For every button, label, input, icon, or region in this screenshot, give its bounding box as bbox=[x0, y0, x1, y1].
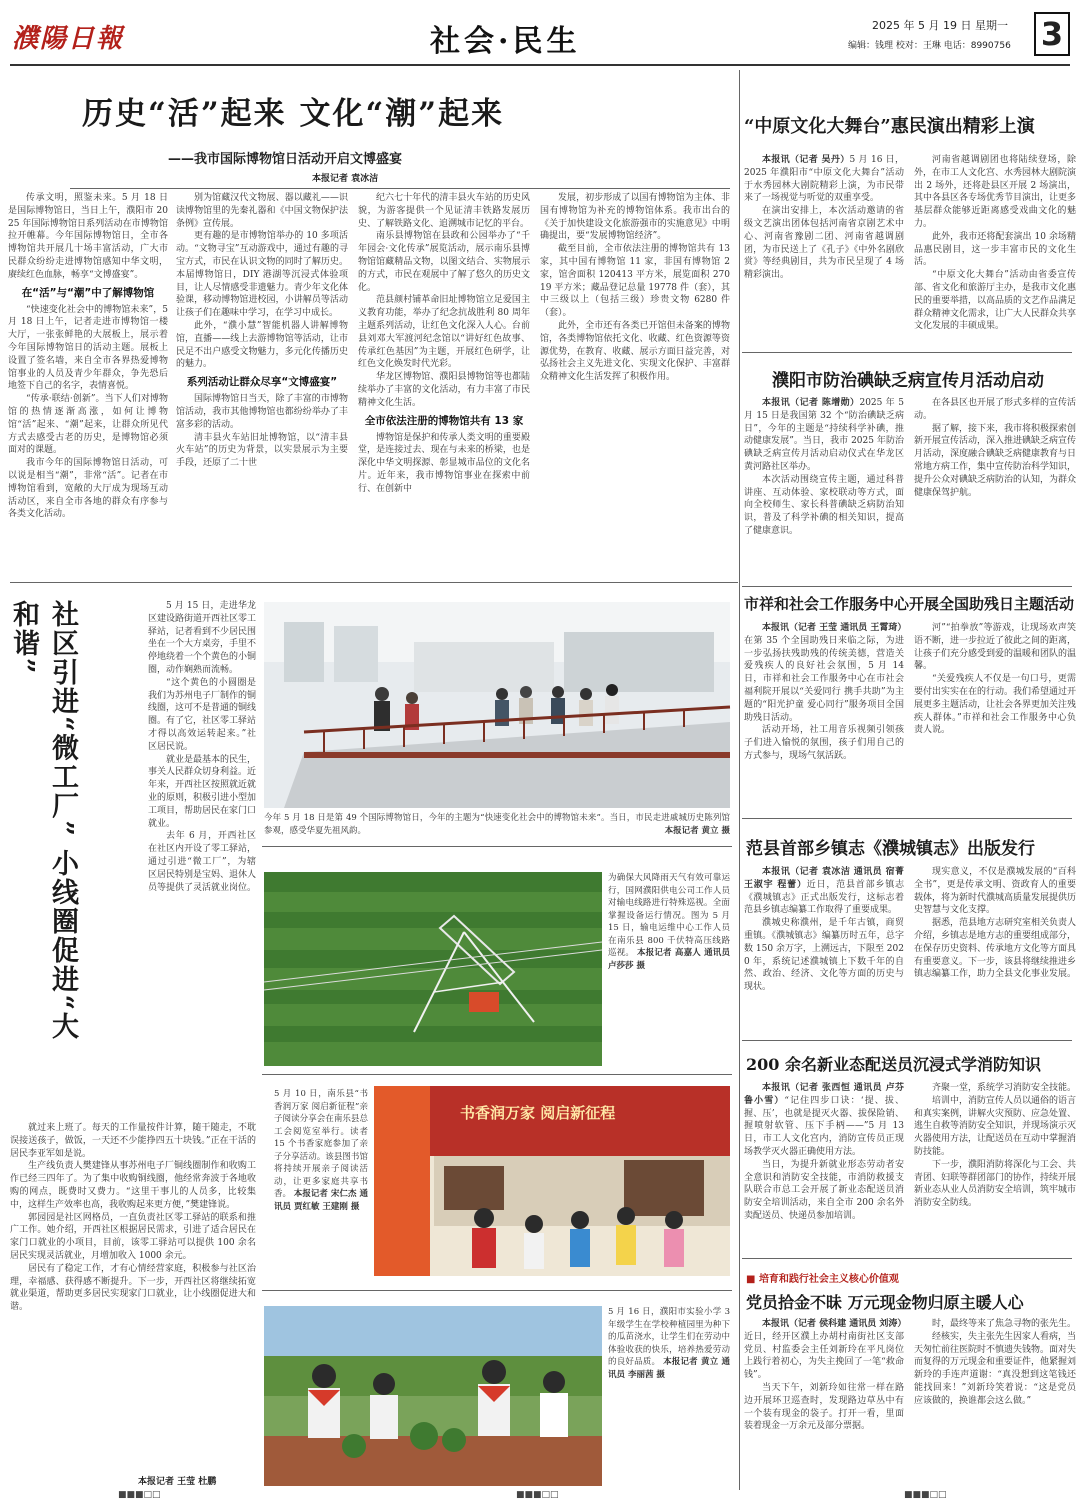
lead-column-2 bbox=[176, 192, 348, 572]
issue-date: 2025 年 5 月 19 日 星期一 bbox=[872, 19, 1008, 32]
fire-text: “记住四步口诀：‘提、拔、握、压’，也就是提灭火器、拔保险销、握喷射软管、压下手柄——”5 月 13 日，市工人文化宫内，消防宣传员正现场教学灭火器正确使用方法。 bbox=[744, 1095, 904, 1157]
rule-l1 bbox=[262, 846, 732, 847]
rule-l2 bbox=[262, 1074, 732, 1075]
lead-col1-p: “快速变化社会中的博物馆未来”，5 月 18 日上午，记者走进市博物馆一楼大厅，一张张鲜艳的大展板上，展示着今年国际博物馆日的活动主题。展板上设置了签名墙，来自全市各界热爱博物馆事业的人员及青少年群众，争先恐后地签下自己的名字，表情喜悦。 bbox=[8, 304, 168, 392]
disability-para bbox=[744, 622, 907, 724]
lead-subhead-1: 在“活”与“潮”中了解博物馆 bbox=[21, 286, 155, 299]
iodine-body bbox=[744, 397, 1076, 583]
newspaper-logo: 濮陽日報 bbox=[12, 24, 125, 54]
masthead-rule bbox=[10, 64, 1070, 66]
lead-col3-p: 华龙区博物馆、濮阳县博物馆等也都陆续举办了丰富的文化活动，有力丰富了市民精神文化生活。 bbox=[358, 372, 530, 408]
iodine-byline: 本报讯（记者 陈增勋） bbox=[762, 398, 860, 408]
iodine-para: 据了解，接下来，我市将积极探索创新开展宣传活动，深入推进碘缺乏病宣传月活动，深度融合碘缺乏病健康教育与日常地方病工作，集中宣传防治科学知识，提升公众对碘缺乏病防治的认知，为群众健康保驾护航。 bbox=[914, 423, 1077, 498]
lead-col1-p: 传承文明，照鉴未来。5 月 18 日是国际博物馆日，当日上午，濮阳市 2025 年国际博物馆日系列活动在市博物馆拉开帷幕。今年国际博物馆日，全市各博物馆共开展几十场丰富活动，广大市民群众纷纷走进博物馆感知中华文明，赓续红色血脉，畅享“文博盛宴”。 bbox=[8, 193, 168, 280]
caption-byline: 本报记者 黄立 通讯员 李丽茜 摄 bbox=[608, 1357, 731, 1380]
factory-para: “这个黄色的小圆圈是我们为苏州电子厂制作的铜线圈，这可不是普通的铜线圈。有了它，社区零工驿站才得以高效运转起来。”社区居民说。 bbox=[148, 677, 257, 752]
lost-byline: 本报讯（记者 侯科建 通讯员 刘涛） bbox=[762, 1319, 907, 1329]
photo-garden bbox=[264, 1306, 602, 1486]
lead-col2-p: 此外，“濮小慧”智能机器人讲解博物馆，直播——线上去游博物馆等活动，让市民足不出户感受文物魅力，多元化传播历史的魅力。 bbox=[176, 320, 348, 370]
lost-tag bbox=[746, 1270, 899, 1285]
lost-para: 当天下午，刘新玲如往常一样在路边开展环卫巡查时，发现路边草丛中有一个装有现金的袋子。打开一看，里面装着现金一万余元及部分票据。 bbox=[744, 1382, 904, 1432]
lost-headline: 党员拾金不昧 万元现金物归原主暖人心 bbox=[746, 1293, 1024, 1312]
lost-text: 近日，经开区濮上办胡村南街社区支部党员、村监委会主任刘新玲在平凡岗位上践行着初心，为失主挽回了一笔“救命钱”。 bbox=[744, 1331, 904, 1381]
zhongyuan-para bbox=[744, 154, 904, 205]
fanxian-headline: 范县首部乡镇志《濮城镇志》出版发行 bbox=[746, 839, 1035, 859]
reading-banner: 书香润万家 阅启新征程 bbox=[460, 1104, 616, 1122]
iodine-para bbox=[744, 397, 904, 474]
section-title: 社会·民生 bbox=[430, 24, 581, 59]
lost-body bbox=[744, 1318, 1076, 1488]
factory-para: 就过来上班了。每天的工作量按件计算，随干随走，不耽误接送孩子，做饭，一天还不少能挣四五十块钱。”正在干活的居民李亚军如是说。 bbox=[10, 1123, 256, 1159]
zhongyuan-para: “中原文化大舞台”活动由省委宣传部、省文化和旅游厅主办，是我市文化惠民的重要举措，以高品质的文艺作品满足群众精神文化需求，让广大人民群众共享文化发展的丰硕成果。 bbox=[914, 270, 1077, 332]
zhongyuan-headline: “中原文化大舞台”惠民演出精彩上演 bbox=[744, 116, 1035, 137]
disability-para: “关爱残疾人不仅是一句口号，更需要付出实实在在的行动。我们希望通过开展更多主题活动，让社会各界更加关注残疾人群体。”市祥和社会工作服务中心负责人说。 bbox=[914, 674, 1077, 736]
fanxian-text: 近日，范县首部乡镇志《濮城镇志》正式出版发行，这标志着范县乡镇志编纂工作取得了重要成果。 bbox=[744, 879, 904, 916]
lost-para: 经核实，失主张先生因家人看病，当天匆忙前往医院时不慎遗失钱物。面对失而复得的万元现金和重要证件，他紧握刘新玲的手连声道谢：“真没想到这笔钱还能找回来！”刘新玲笑着说：“这是党员应该做的，换谁都会这么做。” bbox=[914, 1331, 1077, 1406]
fanxian-body bbox=[744, 866, 1076, 1032]
lead-col2-p: 更有趣的是市博物馆举办的 10 多项活动。“文物寻宝”互动游戏中，通过有趣的寻宝方式，市民在认识文物的同时了解历史。本届博物馆日，DIY 港湖等沉浸式体验项目，让人尽情感受非遗魅力。青少年文化体验课，移动博物馆进校园，小讲解员等活动让孩子们在趣味中学习，在学习中成长。 bbox=[176, 231, 348, 319]
fire-para: 培训中，消防宣传人员以通俗的语言和真实案例，讲解火灾预防、应急处置、逃生自救等消防安全知识，并现场演示灭火器使用方法，让配送员在互动中掌握消防技能。 bbox=[914, 1095, 1077, 1157]
fire-byline: 本报讯（记者 张西恒 通讯员 卢芬 鲁小雪） bbox=[744, 1083, 904, 1106]
disability-para: 活动开场，社工用音乐视频引领孩子们进入愉悦的氛围，孩子们用自己的方式参与，现场气氛活跃。 bbox=[744, 725, 904, 761]
lead-col2-p: 别为馆藏汉代文物展、器以藏礼——识读博物馆里的先秦礼器和《中国文物保护法条例》宣传展。 bbox=[176, 193, 348, 229]
fire-para bbox=[744, 1082, 904, 1159]
fanxian-para: 现实意义，不仅是濮城发展的“百科全书”，更是传承文明、资政育人的重要载体，将为新时代濮城高质量发展提供历史智慧与文化支撑。 bbox=[914, 867, 1077, 916]
lead-col1-p: 我市今年的国际博物馆日活动，可以说是相当“潮”，非常“活”。记者在市博物馆看到，宽敞的大厅成为现场互动活动区，来自全市各地的群众有序参与各类文化活动。 bbox=[8, 458, 168, 520]
rule-l3 bbox=[262, 1290, 732, 1291]
lead-subhead-2: 系列活动让群众尽享“文博盛宴” bbox=[186, 376, 338, 389]
lost-para: 时，最终等来了焦急寻物的张先生。 bbox=[932, 1319, 1077, 1329]
editor-line: 编辑：钱理 校对：王琳 电话：8990756 bbox=[848, 41, 1011, 51]
factory-para: 去年 6 月，开西社区在社区内开设了零工驿站，通过引进“微工厂”，为辖区居民特别是宝妈、退休人员等提供了灵活就业岗位。 bbox=[148, 831, 257, 893]
lead-col3-p: 南乐县博物馆在县政和公园举办了“千年园会·文化传承”展览活动，展示南乐县博物馆馆藏精品文物，以图文结合、实物展示的方式，市民在观展中了解了悠久的历史文化。 bbox=[358, 231, 530, 293]
lost-para bbox=[744, 1318, 907, 1382]
factory-para: 5 月 15 日，走进华龙区建设路街道开西社区零工驿站，记者看到不少居民围坐在一个大方桌旁，手里不停地绕着一个个黄色的小铜圈，动作娴熟而流畅。 bbox=[148, 601, 257, 675]
garden-photo-image bbox=[264, 1306, 602, 1486]
lead-column-4 bbox=[540, 192, 730, 572]
photo-power-line bbox=[264, 872, 602, 1066]
zhongyuan-text: 5 月 16 日，2025 年濮阳市“中原文化大舞台”活动于水秀园林大剧院精彩上演，为市民带来了一场视觉与听觉的双重享受。 bbox=[744, 155, 904, 204]
lead-column-3 bbox=[358, 192, 530, 572]
lead-col1-p: “传承·联结·创新”。当下人们对博物馆的热情逐渐高涨，如何让博物馆“活”起来、“潮”起来，让群众所见代方式去感受古老的历史，是博物馆必须面对的课题。 bbox=[8, 394, 168, 456]
lead-col2-p: 清丰县火车站旧址博物馆，以“清丰县火车站”的历史为背景，以实景展示为主要手段，还原了二十世 bbox=[176, 432, 348, 469]
caption-text: 为确保大风降雨天气有效可靠运行，国网濮阳供电公司工作人员对输电线路进行特殊巡视。全面掌握设备运行情况。图为 5 月 15 日，输电运维中心工作人员在南乐县 800 千伏特高压线路巡视。 bbox=[608, 873, 730, 958]
zhongyuan-body bbox=[744, 154, 1076, 344]
factory-byline: 本报记者 王莹 杜鹏 bbox=[138, 1477, 217, 1487]
caption-text: 今年 5 月 18 日是第 49 个国际博物馆日，今年的主题为“快速变化社会中的博物馆未来”。当日，市民走进戚城历史陈列馆参观，感受华夏先祖风韵。 bbox=[264, 813, 730, 836]
fanxian-para: 据悉，范县地方志研究室相关负责人介绍，乡镇志是地方志的重要组成部分，在保存历史资料、传承地方文化等方面具有重要意义。下一步，该县将继续推进乡镇志编纂工作，助力全县文化事业发展。 bbox=[914, 918, 1077, 980]
photo-garden-caption bbox=[608, 1306, 730, 1486]
disability-para: 河”“拍拳放”等游戏，让现场欢声笑语不断，进一步拉近了彼此之间的距离，让孩子们充分感受到爱的温暖和团队的温馨。 bbox=[914, 623, 1077, 672]
disability-headline: 市祥和社会工作服务中心开展全国助残日主题活动 bbox=[744, 595, 1075, 613]
rule-r3 bbox=[742, 818, 1072, 819]
footer-middle: ■■■□□ bbox=[516, 1490, 559, 1500]
column-divider bbox=[739, 70, 740, 1490]
lead-column-1 bbox=[8, 192, 168, 572]
lead-col3-p: 范县颜村铺革命旧址博物馆立足爱国主义教育功能，举办了纪念抗战胜利 80 周年主题系列活动，让红色文化深入人心。台前县刘邓大军渡河纪念馆以“讲好红色故事、传承红色基因”为主题，开展红色研学，让红色文化焕发时代光彩。 bbox=[358, 295, 530, 370]
disability-text: 在第 35 个全国助残日来临之际，为进一步弘扬扶残助残的传统美德，营造关爱残疾人的良好社会氛围，5 月 14 日，市祥和社会工作服务中心在市社会福利院开展以“关爱同行 携手共助”为主题的“阳光护童 爱心同行”服务项目全国助残日活动。 bbox=[744, 635, 904, 723]
lead-col4-p: 发展，初步形成了以国有博物馆为主体、非国有博物馆为补充的博物馆体系。我市出台的《关于加快建设文化旅游强市的实施意见》中明确提出，要“发展博物馆经济”。 bbox=[540, 193, 730, 242]
fanxian-para bbox=[744, 866, 904, 917]
masthead bbox=[0, 0, 1080, 66]
photo-museum bbox=[264, 602, 730, 808]
zhongyuan-para: 河南省越调剧团也将陆续登场，除外，在市工人文化宫、水秀园林大剧院演出 2 场外，还将赴县区开展 2 场演出，其中各县区各专场优秀节目演出，让更多基层群众能够近距离感受戏曲文化的魅力。 bbox=[914, 155, 1077, 229]
power-line-photo-image bbox=[264, 872, 602, 1066]
lead-headline: 历史“活”起来 文化“潮”起来 bbox=[82, 96, 505, 132]
page-number: 3 bbox=[1034, 12, 1070, 56]
lead-col2-p: 国际博物馆日当天，除了丰富的市博物馆活动，我市其他博物馆也都纷纷举办了丰富多彩的活动。 bbox=[176, 394, 348, 430]
rule-r4 bbox=[742, 1040, 1072, 1041]
iodine-headline: 濮阳市防治碘缺乏病宣传月活动启动 bbox=[772, 371, 1044, 391]
zhongyuan-byline: 本报讯（记者 吴丹） bbox=[762, 155, 850, 165]
caption-text: 5 月 10 日，南乐县“书香润万家 阅启新征程”亲子阅读分享会在南乐县总工会阅览室举行。读者 15 个书香家庭参加了亲子分享活动。该县图书馆将持续开展亲子阅读活动，让更多家庭共享书香。 bbox=[274, 1089, 368, 1199]
square-bullet-icon: ■ bbox=[746, 1274, 759, 1285]
iodine-para: 本次活动围绕宣传主题，通过科普讲座、互动体验、家校联动等方式，面向全校师生、家长科普碘缺乏病防治知识，普及了科学补碘的相关知识，提高了健康意识。 bbox=[744, 474, 904, 536]
photo-reading-caption bbox=[274, 1088, 368, 1274]
caption-text: 5 月 16 日，濮阳市实验小学 3 年级学生在学校种植园里为种下的瓜苗浇水，让学生们在劳动中体验收获的快乐，培养热爱劳动的良好品质。 bbox=[608, 1307, 730, 1367]
factory-para: 居民有了稳定工作，才有心情经营家庭，积极参与社区治理，幸福感、获得感不断提升。下一步，开西社区将继续拓宽就业渠道，帮助更多居民实现家门口就业，让小线圈促进大和谐。 bbox=[10, 1263, 256, 1313]
lead-col4-p: 此外，全市还有各类已开馆但未备案的博物馆，各类博物馆依托文化、收藏、红色资源等资源优势，在教育、收藏、展示方面日益完善，对弘扬社会主义先进文化、实现文化保护、丰富群众精神文化生活发挥了积极作用。 bbox=[540, 320, 730, 383]
factory-para: 郭园园是社区网格员，一直负责社区零工驿站的联系和推广工作。她介绍，开西社区根据居民需求，引进了适合居民在家门口就业的小项目，目前，该零工驿站可以提供 100 余名居民实现灵活就业，月增加收入 1000 余元。 bbox=[10, 1212, 256, 1261]
lead-subhead-3: 全市依法注册的博物馆共有 13 家 bbox=[364, 414, 524, 427]
footer-right: ■■■□□ bbox=[904, 1490, 947, 1500]
fire-body bbox=[744, 1082, 1076, 1250]
caption-byline: 本报记者 宋仁杰 通讯员 贾红敏 王建刚 摄 bbox=[274, 1189, 368, 1212]
lead-bottom-rule bbox=[10, 582, 738, 583]
lead-subtitle: ——我市国际博物馆日活动开启文博盛宴 bbox=[168, 152, 403, 167]
iodine-text: 2025 年 5 月 15 日是我国第 32 个“防治碘缺乏病日”，今年的主题是“持续科学补碘，推动健康发展”。当日，我市 2025 年防治碘缺乏病宣传月活动启动仪式在华龙区黄河路社区举办。 bbox=[744, 398, 904, 472]
photo-power-caption bbox=[608, 872, 730, 1068]
fire-para: 下一步，濮阳消防将深化与工会、共青团、妇联等群团部门的协作，持续开展新业态从业人员消防安全培训，筑牢城市消防安全防线。 bbox=[914, 1159, 1077, 1209]
fanxian-byline: 本报讯（记者 袁冰洁 通讯员 宿菁 王淑宇 程蕾） bbox=[744, 867, 904, 890]
factory-column-wide bbox=[10, 1122, 256, 1474]
disability-byline: 本报讯（记者 王莹 通讯员 王霄琦） bbox=[762, 623, 907, 633]
caption-byline: 本报记者 高嘉人 通讯员 卢莎莎 摄 bbox=[608, 948, 731, 971]
iodine-para: 在各县区也开展了形式多样的宣传活动。 bbox=[914, 398, 1077, 421]
lead-col3-p: 纪六七十年代的清丰县火车站的历史风貌，为游客提供一个见证清丰铁路发展历史、了解铁路文化、追溯城市记忆的平台。 bbox=[358, 193, 530, 229]
rule-r5 bbox=[742, 1258, 1072, 1259]
fire-para: 齐聚一堂，系统学习消防安全技能。 bbox=[932, 1083, 1077, 1093]
lead-byline: 本报记者 袁冰洁 bbox=[312, 174, 379, 184]
fire-headline: 200 余名新业态配送员沉浸式学消防知识 bbox=[746, 1055, 1041, 1074]
lead-sub-rule bbox=[70, 188, 730, 189]
lead-col3-p: 博物馆是保护和传承人类文明的重要殿堂，是连接过去、现在与未来的桥梁，也是深化中华文明探源、彰显城市品位的文化名片。近年来，我市博物馆事业在探索中前行、在创新中 bbox=[358, 432, 530, 494]
factory-headline: 社区引进“微工厂” 小线圈促进“大和谐” bbox=[8, 600, 78, 1041]
photo-reading bbox=[374, 1086, 730, 1276]
fire-para: 当日，为提升新就业形态劳动者安全意识和消防安全技能，市消防救援支队联合市总工会开展了新业态配送员消防安全培训活动，来自全市 200 余名外卖配送员、快递员参加培训。 bbox=[744, 1159, 904, 1221]
rule-r2 bbox=[742, 586, 1072, 587]
footer-left: ■■■□□ bbox=[118, 1490, 161, 1500]
museum-photo-image bbox=[264, 602, 730, 808]
photo-museum-caption bbox=[264, 812, 730, 838]
fanxian-para: 濮城史称濮州，是千年古镇，商贸重镇。《濮城镇志》编纂历时五年，总字数 150 余万字，上溯远古，下限至 2020 年，系统记述濮城镇上下数千年的自然、政治、经济、文化等方面的历史与现状。 bbox=[744, 918, 904, 993]
rule-r1 bbox=[742, 352, 1072, 353]
factory-column-narrow bbox=[148, 600, 256, 1120]
factory-para: 生产线负责人樊建锋从事苏州电子厂铜线圈制作和收购工作已经三四年了。为了集中收购铜线圈，他经常奔波于各地收购的网点，既费时又费力。“这里干事儿的人员多，比较集中，这样生产效率也高，我收购起来更方便，”樊建锋说。 bbox=[10, 1161, 256, 1210]
lost-tag-text: 培育和践行社会主义核心价值观 bbox=[758, 1274, 899, 1285]
zhongyuan-para: 在演出安排上，本次活动邀请的省级文艺演出团体包括河南省京剧艺术中心、河南省豫剧二团、河南省越调剧团，为市民送上了《孔子》《中外名剧欣赏》等经典剧目，共为市民呈现了 4 场精彩演出。 bbox=[744, 206, 904, 281]
disability-body bbox=[744, 622, 1076, 808]
caption-byline: 本报记者 黄立 摄 bbox=[664, 825, 730, 836]
lead-col4-p: 截至目前，全市依法注册的博物馆共有 13 家，其中国有博物馆 11 家，非国有博物馆 2 家，馆舍面积 120413 平方米，展览面积 27019 平方米；藏品登记总量 19778 件（套），其中三级以上（包括三级）珍贵文物 6280 件（套）。 bbox=[540, 244, 730, 319]
zhongyuan-para: 此外，我市还将配套演出 10 余场精品惠民剧目，这一步丰富市民的文化生活。 bbox=[914, 231, 1076, 268]
factory-para: 就业是最基本的民生，事关人民群众切身利益。近年来，开西社区按照就近就业的原则，积极引进小型加工项目，帮助居民在家门口就业。 bbox=[148, 754, 257, 829]
